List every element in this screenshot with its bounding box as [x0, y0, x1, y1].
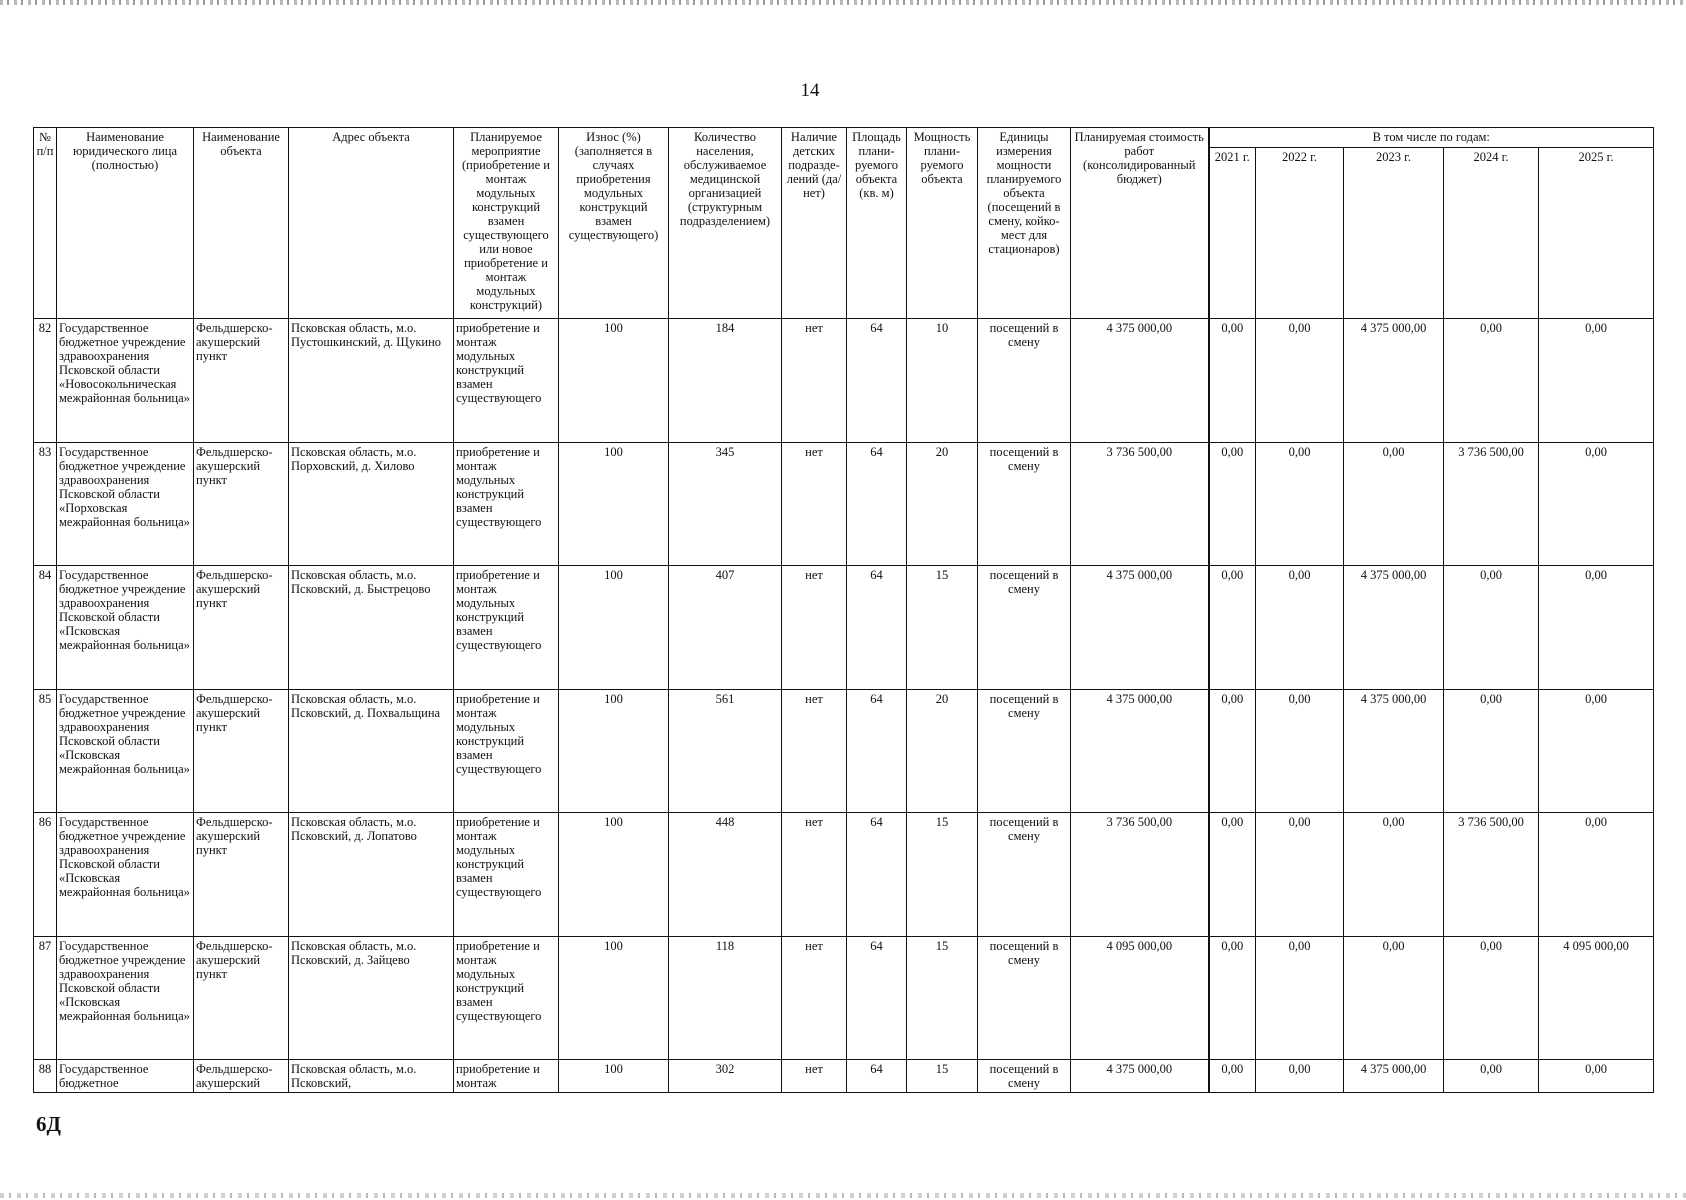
- cell-object-name: Фельдшерско-акушерский пункт: [194, 813, 289, 937]
- cell-children: нет: [782, 442, 847, 566]
- cell-year-2021: 0,00: [1209, 689, 1256, 813]
- cell-units: посещений в смену: [978, 442, 1071, 566]
- footer-code: 6Д: [36, 1112, 61, 1136]
- cell-action: приобретение и монтаж модульных конструкций взамен существующего: [454, 566, 559, 690]
- cell-cost: 4 375 000,00: [1071, 689, 1209, 813]
- cell-capacity: 15: [907, 1060, 978, 1093]
- cell-year-2021: 0,00: [1209, 319, 1256, 443]
- cell-wear: 100: [559, 566, 669, 690]
- cell-legal-name: Государственное бюджетное учреждение здравоохранения Псковской области «Псковская межрайонная больница»: [57, 936, 194, 1060]
- header-year-2022: 2022 г.: [1256, 148, 1344, 319]
- cell-children: нет: [782, 813, 847, 937]
- cell-year-2024: 0,00: [1444, 319, 1539, 443]
- cell-num: 83: [34, 442, 57, 566]
- cell-units: посещений в смену: [978, 689, 1071, 813]
- cell-units: посещений в смену: [978, 1060, 1071, 1093]
- cell-year-2024: 0,00: [1444, 936, 1539, 1060]
- cell-legal-name: Государственное бюджетное учреждение здравоохранения Псковской области «Псковская межрайонная больница»: [57, 689, 194, 813]
- cell-capacity: 20: [907, 689, 978, 813]
- cell-wear: 100: [559, 319, 669, 443]
- header-capacity: Мощность плани-руемого объекта: [907, 128, 978, 319]
- cell-capacity: 15: [907, 813, 978, 937]
- cell-cost: 4 375 000,00: [1071, 319, 1209, 443]
- cell-address: Псковская область, м.о. Псковский, д. Похвальщина: [289, 689, 454, 813]
- cell-units: посещений в смену: [978, 936, 1071, 1060]
- cell-action: приобретение и монтаж модульных конструкций взамен существующего: [454, 442, 559, 566]
- cell-population: 345: [669, 442, 782, 566]
- cell-year-2025: 0,00: [1539, 442, 1654, 566]
- cell-address: Псковская область, м.о. Псковский, д. Быстрецово: [289, 566, 454, 690]
- cell-legal-name: Государственное бюджетное учреждение здравоохранения Псковской области «Псковская межрайонная больница»: [57, 566, 194, 690]
- cell-legal-name: Государственное бюджетное учреждение здравоохранения Псковской области «Порховская межрайонная больница»: [57, 442, 194, 566]
- cell-year-2023: 4 375 000,00: [1344, 566, 1444, 690]
- cell-address: Псковская область, м.о. Псковский,: [289, 1060, 454, 1093]
- cell-capacity: 15: [907, 936, 978, 1060]
- cell-num: 86: [34, 813, 57, 937]
- cell-children: нет: [782, 689, 847, 813]
- cell-year-2021: 0,00: [1209, 936, 1256, 1060]
- cell-address: Псковская область, м.о. Псковский, д. Лопатово: [289, 813, 454, 937]
- cell-population: 407: [669, 566, 782, 690]
- cell-year-2023: 0,00: [1344, 813, 1444, 937]
- cell-year-2023: 0,00: [1344, 442, 1444, 566]
- header-year-2023: 2023 г.: [1344, 148, 1444, 319]
- cell-year-2024: 3 736 500,00: [1444, 442, 1539, 566]
- header-units: Единицы измерения мощности планируемого объекта (посещений в смену, койко-мест для стационаров): [978, 128, 1071, 319]
- table-row: [34, 689, 1654, 813]
- scan-edge-top: [0, 0, 1686, 5]
- header-area: Площадь плани-руемого объекта (кв. м): [847, 128, 907, 319]
- cell-cost: 4 095 000,00: [1071, 936, 1209, 1060]
- cell-year-2024: 0,00: [1444, 689, 1539, 813]
- cell-address: Псковская область, м.о. Псковский, д. Зайцево: [289, 936, 454, 1060]
- facilities-table: [33, 127, 1654, 1093]
- cell-address: Псковская область, м.о. Порховский, д. Хилово: [289, 442, 454, 566]
- cell-area: 64: [847, 319, 907, 443]
- cell-object-name: Фельдшерско-акушерский: [194, 1060, 289, 1093]
- scan-edge-bottom: [0, 1193, 1686, 1198]
- cell-children: нет: [782, 1060, 847, 1093]
- cell-year-2022: 0,00: [1256, 689, 1344, 813]
- header-wear: Износ (%) (заполняется в случаях приобретения модульных конструкций взамен существующего): [559, 128, 669, 319]
- cell-legal-name: Государственное бюджетное учреждение здравоохранения Псковской области «Псковская межрайонная больница»: [57, 813, 194, 937]
- cell-year-2022: 0,00: [1256, 319, 1344, 443]
- cell-num: 85: [34, 689, 57, 813]
- header-num: № п/п: [34, 128, 57, 319]
- cell-year-2025: 0,00: [1539, 566, 1654, 690]
- header-year-2025: 2025 г.: [1539, 148, 1654, 319]
- cell-population: 448: [669, 813, 782, 937]
- cell-year-2024: 0,00: [1444, 566, 1539, 690]
- cell-object-name: Фельдшерско-акушерский пункт: [194, 319, 289, 443]
- cell-population: 302: [669, 1060, 782, 1093]
- table-row: [34, 319, 1654, 443]
- cell-year-2025: 0,00: [1539, 813, 1654, 937]
- cell-wear: 100: [559, 442, 669, 566]
- cell-year-2021: 0,00: [1209, 442, 1256, 566]
- cell-area: 64: [847, 1060, 907, 1093]
- cell-action: приобретение и монтаж модульных конструкций взамен существующего: [454, 813, 559, 937]
- cell-year-2025: 0,00: [1539, 689, 1654, 813]
- header-action: Планируемое мероприятие (приобретение и монтаж модульных конструкций взамен существующего или новое приобретение и монтаж модульных конструкций): [454, 128, 559, 319]
- cell-children: нет: [782, 566, 847, 690]
- table-header-row: [34, 128, 1654, 148]
- cell-cost: 4 375 000,00: [1071, 566, 1209, 690]
- cell-wear: 100: [559, 1060, 669, 1093]
- header-year-2021: 2021 г.: [1209, 148, 1256, 319]
- header-address: Адрес объекта: [289, 128, 454, 319]
- cell-year-2024: 3 736 500,00: [1444, 813, 1539, 937]
- cell-year-2025: 0,00: [1539, 319, 1654, 443]
- cell-area: 64: [847, 936, 907, 1060]
- table-row: [34, 1060, 1654, 1093]
- cell-object-name: Фельдшерско-акушерский пункт: [194, 689, 289, 813]
- cell-object-name: Фельдшерско-акушерский пункт: [194, 566, 289, 690]
- page-number: 14: [800, 80, 820, 101]
- header-children: Наличие детских подразде-лений (да/нет): [782, 128, 847, 319]
- cell-children: нет: [782, 936, 847, 1060]
- cell-legal-name: Государственное бюджетное учреждение здравоохранения Псковской области «Новосокольническая межрайонная больница»: [57, 319, 194, 443]
- cell-wear: 100: [559, 936, 669, 1060]
- cell-year-2022: 0,00: [1256, 1060, 1344, 1093]
- cell-object-name: Фельдшерско-акушерский пункт: [194, 936, 289, 1060]
- cell-year-2021: 0,00: [1209, 813, 1256, 937]
- cell-year-2021: 0,00: [1209, 1060, 1256, 1093]
- cell-area: 64: [847, 813, 907, 937]
- cell-capacity: 20: [907, 442, 978, 566]
- cell-action: приобретение и монтаж модульных конструкций взамен существующего: [454, 936, 559, 1060]
- header-population: Количество населения, обслуживаемое медицинской организацией (структурным подразделением): [669, 128, 782, 319]
- cell-population: 561: [669, 689, 782, 813]
- header-year-2024: 2024 г.: [1444, 148, 1539, 319]
- header-object-name: Наименование объекта: [194, 128, 289, 319]
- header-years-group: В том числе по годам:: [1209, 128, 1654, 148]
- header-legal-name: Наименование юридического лица (полностью): [57, 128, 194, 319]
- cell-year-2022: 0,00: [1256, 813, 1344, 937]
- cell-area: 64: [847, 442, 907, 566]
- cell-legal-name: Государственное бюджетное: [57, 1060, 194, 1093]
- cell-num: 87: [34, 936, 57, 1060]
- cell-area: 64: [847, 566, 907, 690]
- cell-population: 118: [669, 936, 782, 1060]
- cell-capacity: 10: [907, 319, 978, 443]
- cell-population: 184: [669, 319, 782, 443]
- cell-children: нет: [782, 319, 847, 443]
- cell-capacity: 15: [907, 566, 978, 690]
- cell-action: приобретение и монтаж модульных конструкций взамен существующего: [454, 689, 559, 813]
- cell-units: посещений в смену: [978, 566, 1071, 690]
- cell-year-2023: 4 375 000,00: [1344, 319, 1444, 443]
- cell-year-2022: 0,00: [1256, 566, 1344, 690]
- cell-num: 82: [34, 319, 57, 443]
- cell-year-2022: 0,00: [1256, 442, 1344, 566]
- cell-cost: 3 736 500,00: [1071, 442, 1209, 566]
- cell-year-2025: 0,00: [1539, 1060, 1654, 1093]
- cell-cost: 3 736 500,00: [1071, 813, 1209, 937]
- cell-wear: 100: [559, 813, 669, 937]
- cell-cost: 4 375 000,00: [1071, 1060, 1209, 1093]
- table-row: [34, 442, 1654, 566]
- cell-year-2021: 0,00: [1209, 566, 1256, 690]
- cell-year-2023: 0,00: [1344, 936, 1444, 1060]
- cell-year-2022: 0,00: [1256, 936, 1344, 1060]
- cell-year-2024: 0,00: [1444, 1060, 1539, 1093]
- cell-area: 64: [847, 689, 907, 813]
- cell-object-name: Фельдшерско-акушерский пункт: [194, 442, 289, 566]
- table-row: [34, 566, 1654, 690]
- cell-address: Псковская область, м.о. Пустошкинский, д. Щукино: [289, 319, 454, 443]
- cell-action: приобретение и монтаж модульных конструкций взамен существующего: [454, 319, 559, 443]
- cell-units: посещений в смену: [978, 319, 1071, 443]
- cell-action: приобретение и монтаж: [454, 1060, 559, 1093]
- cell-year-2025: 4 095 000,00: [1539, 936, 1654, 1060]
- cell-wear: 100: [559, 689, 669, 813]
- table-row: [34, 813, 1654, 937]
- cell-num: 88: [34, 1060, 57, 1093]
- header-cost: Планируемая стоимость работ (консолидированный бюджет): [1071, 128, 1209, 319]
- cell-year-2023: 4 375 000,00: [1344, 1060, 1444, 1093]
- table-row: [34, 936, 1654, 1060]
- cell-units: посещений в смену: [978, 813, 1071, 937]
- cell-num: 84: [34, 566, 57, 690]
- cell-year-2023: 4 375 000,00: [1344, 689, 1444, 813]
